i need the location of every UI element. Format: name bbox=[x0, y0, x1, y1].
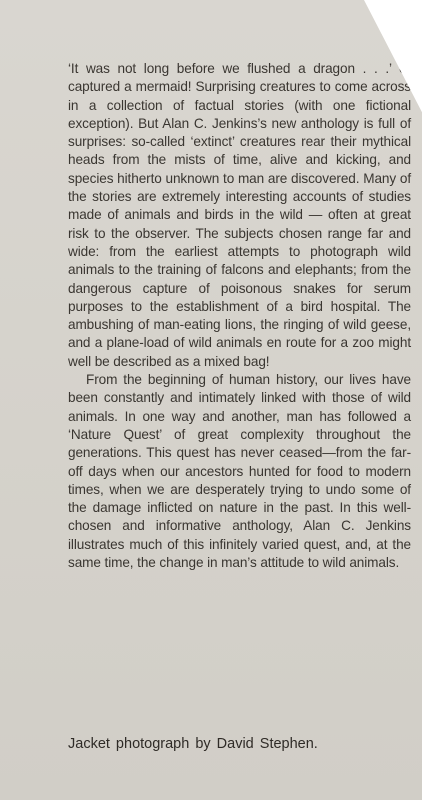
torn-corner bbox=[364, 0, 426, 120]
blurb-paragraph-1: ‘It was not long before we flushed a dragon . . .’ or captured a mermaid! Surprising creatures to come across in a collection of factual stories (with one fictional exception). But Alan C. Jenkins’s new anthology is full of surprises: so-called ‘extinct’ creatures rear their mythical heads from the mists of time, alive and kicking, and species hitherto unknown to man are discovered. Many of the stories are extremely interesting accounts of studies made of animals and birds in the wild — often at great risk to the observer. The subjects chosen range far and wide: from the earliest attempts to photograph wild animals to the training of falcons and elephants; from the dangerous capture of poisonous snakes for serum purposes to the establishment of a bird hospital. The ambushing of man-eating lions, the ringing of wild geese, and a plane-load of wild animals en route for a zoo might well be described as a mixed bag! bbox=[68, 61, 411, 369]
photo-credit: Jacket photograph by David Stephen. bbox=[68, 736, 318, 752]
page-edge bbox=[422, 0, 426, 800]
blurb-text bbox=[68, 60, 411, 572]
blurb-paragraph-2: From the beginning of human history, our lives have been constantly and intimately linked with those of wild animals. In one way and another, man has followed a ‘Nature Quest’ of great complexity throughout the generations. This quest has never ceased—from the far-off days when our ancestors hunted for food to modern times, when we are desperately trying to undo some of the damage inflicted on nature in the past. In this well-chosen and informative anthology, Alan C. Jenkins illustrates much of this infinitely varied quest, and, at the same time, the change in man’s attitude to wild animals. bbox=[68, 372, 411, 571]
